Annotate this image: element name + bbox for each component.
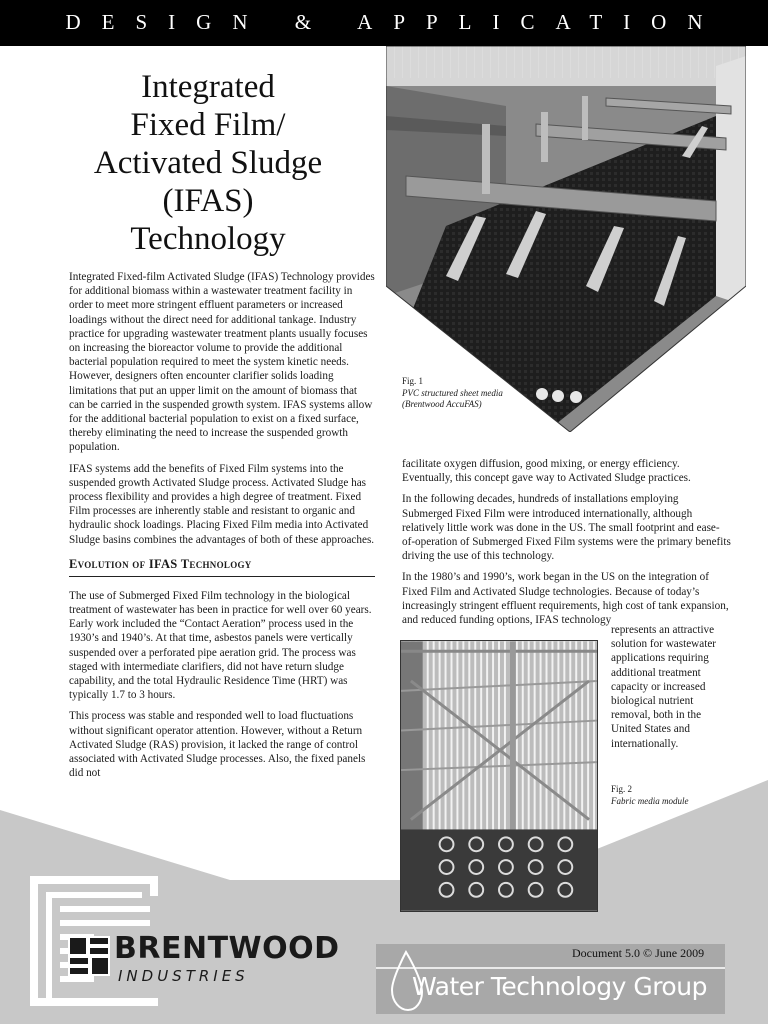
intro-paragraph-2: IFAS systems add the benefits of Fixed Film systems into the suspended growth Activated Sludge process. Activated Sludge has process flexibility and provides a high degree of treatment. Fixed Film processes are inherently stable and resistant to organic and hydraulic shock loadings. Placing Fixed Film media into Activated Sludge basins combines the advantages of both of these approaches. [69, 462, 375, 546]
document-title [60, 68, 356, 258]
title-line: Integrated [141, 69, 275, 105]
fig1-caption [402, 376, 512, 411]
evolution-paragraph-2: This process was stable and responded well to load fluctuations without significant operator attention. However, without a Return Activated Sludge (RAS) provision, it lacked the range of control associated with Activated Sludge processes. Also, the fixed panels did not [69, 710, 366, 780]
fig1-photo [386, 46, 746, 432]
document-info: Document 5.0 © June 2009 [572, 946, 705, 960]
water-technology-group-name: Water Technology Group [412, 972, 707, 1001]
right-paragraph-3: In the 1980’s and 1990’s, work began in the US on the integration of Fixed Film and Activated Sludge technologies. Because of today’s increasingly stringent effluent requirements, high cost of tank expansion, and reduced funding options, IFAS technology [402, 571, 729, 627]
fig1-label: Fig. 1 [402, 376, 424, 386]
right-column [402, 457, 732, 634]
intro-paragraph-1: Integrated Fixed-film Activated Sludge (IFAS) Technology provides for additional biomass within a wastewater treatment facility in order to meet more stringent effluent parameters or increased loadings without the direct need for additional tankage. Industry practice for upgrading wastewater treatment plants usually focuses on increasing the bioreactor volume to provide the additional bacterial population required to meet the system kinetic needs. However, designers often encounter clarifier solids loading limitations that put an upper limit on the amount of biomass that can be carried in the suspended growth system. IFAS systems allow for the additional bacterial population to exist on a fixed surface, thereby eliminating the need to increase the suspended growth population. [69, 271, 375, 454]
title-line: Technology [130, 221, 286, 257]
fig2-label: Fig. 2 [611, 784, 633, 794]
brentwood-logo-name: BRENTWOOD [114, 931, 340, 966]
left-column [69, 270, 375, 788]
evolution-paragraph-1: The use of Submerged Fixed Film technology in the biological treatment of wastewater has been in practice for well over 60 years. Early work included the “Contact Aeration” process used in the 1930’s and 1940’s. At that time, asbestos panels were vertically suspended over a perforated pipe aeration grid. The process was staged with intermediate clarifiers, did not have return sludge capability, and the total Hydraulic Residence Time (HRT) was typically 1.7 to 3 hours. [69, 589, 372, 702]
header-banner [0, 0, 768, 46]
title-line: Activated Sludge [93, 145, 323, 181]
right-paragraph-4: represents an attractive solution for wastewater applications requiring additional treatment capacity or increased biological nutrient removal, both in the United States and internationally. [611, 624, 717, 750]
right-paragraph-2: In the following decades, hundreds of installations employing Submerged Fixed Film were introduced internationally, although relatively little work was done in the US. The small footprint and ease-of-operation of Submerged Fixed Film systems were the primary benefits driving the use of this technology. [402, 493, 731, 563]
title-line: Fixed Film/ [130, 107, 286, 143]
fig2-photo [400, 640, 598, 912]
section-banner-text: DESIGN & APPLICATION [65, 10, 724, 34]
right-narrow-column [611, 623, 733, 751]
section-heading: Evolution of IFAS Technology [69, 557, 375, 577]
fig2-description: Fabric media module [611, 796, 689, 806]
fig2-caption [611, 783, 731, 807]
brentwood-logo-sub: INDUSTRIES [118, 967, 249, 985]
title-line: (IFAS) [162, 183, 254, 219]
right-paragraph-1: facilitate oxygen diffusion, good mixing, or energy efficiency. Eventually, this concept gave way to Activated Sludge practices. [402, 458, 691, 485]
fig1-description: PVC structured sheet media (Brentwood AccuFAS) [402, 387, 503, 409]
